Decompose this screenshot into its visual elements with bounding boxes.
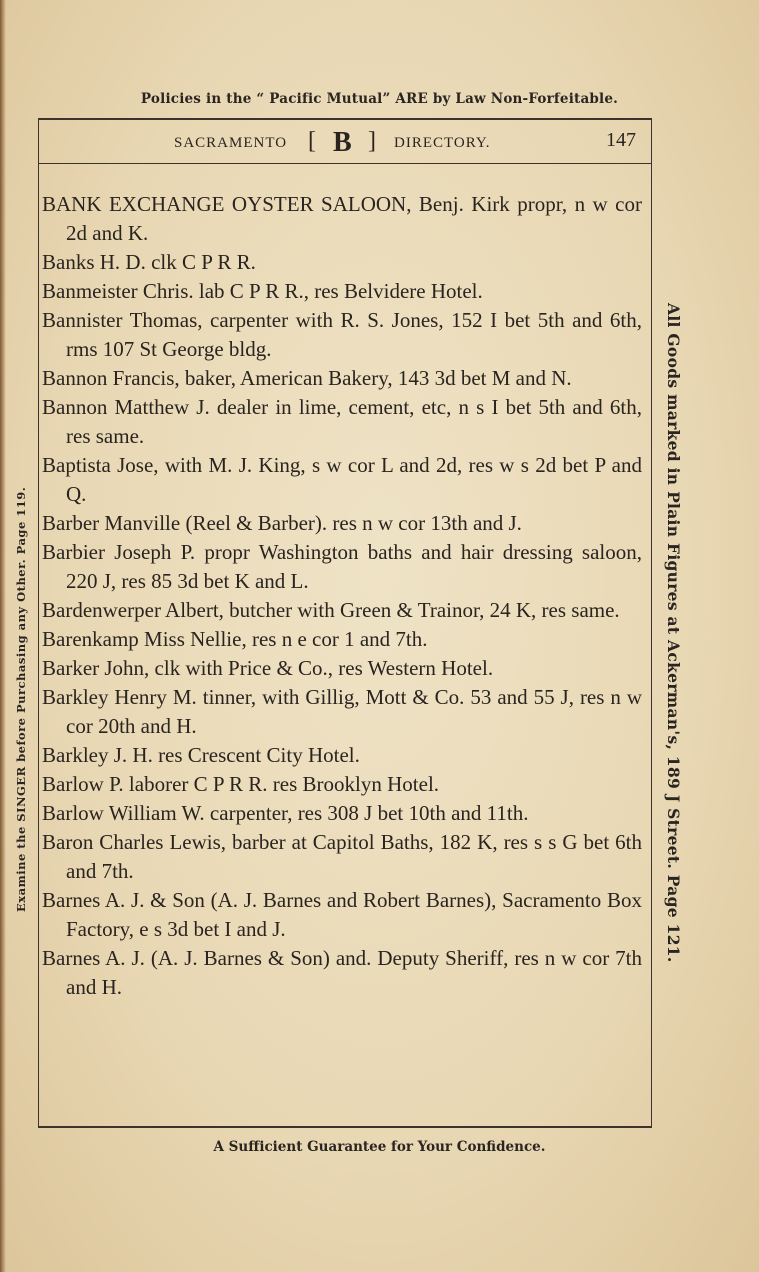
directory-entry: Barber Manville (Reel & Barber). res n w cor 13th and J. [42,511,522,535]
directory-entry: Bannister Thomas, carpenter with R. S. Jones, 152 I bet 5th and 6th, rms 107 St George bldg. [42,308,642,361]
directory-entry: Barlow William W. carpenter, res 308 J bet 10th and 11th. [42,801,529,825]
header-directory: DIRECTORY. [394,135,491,151]
directory-entry: Barlow P. laborer C P R R. res Brooklyn Hotel. [42,772,440,796]
directory-entry: Baptista Jose, with M. J. King, s w cor L and 2d, res w s 2d bet P and Q. [42,453,642,506]
directory-entry: Barkley Henry M. tinner, with Gillig, Mott & Co. 53 and 55 J, res n w cor 20th and H. [42,685,642,738]
header-bracket-open: [ [308,128,316,154]
frame-right-rule [651,118,652,1128]
directory-entry: Barbier Joseph P. propr Washington baths and hair dressing saloon, 220 J, res 85 3d bet K and L. [42,540,642,593]
directory-entry: Bardenwerper Albert, butcher with Green & Trainor, 24 K, res same. [42,598,620,622]
directory-entry: Baron Charles Lewis, barber at Capitol Baths, 182 K, res s s G bet 6th and 7th. [42,830,642,883]
header-city: SACRAMENTO [174,135,288,151]
header-section-letter: B [333,127,352,158]
frame-header-rule [38,163,652,164]
page-spine-shadow [0,0,6,1272]
bottom-advertisement: A Sufficient Guarantee for Your Confidence. [213,1139,546,1155]
directory-entries [42,190,642,1002]
left-margin-advertisement: Examine the SINGER before Purchasing any Other. Page 119. [14,486,28,912]
directory-entry: Barkley J. H. res Crescent City Hotel. [42,743,360,767]
header-page-number: 147 [606,129,636,151]
directory-entry: BANK EXCHANGE OYSTER SALOON, Benj. Kirk propr, n w cor 2d and K. [42,192,642,245]
directory-entry: Bannon Matthew J. dealer in lime, cement, etc, n s I bet 5th and 6th, res same. [42,395,642,448]
directory-entry: Banks H. D. clk C P R R. [42,250,256,274]
frame-top-rule [38,118,652,120]
directory-entry: Barnes A. J. (A. J. Barnes & Son) and. Deputy Sheriff, res n w cor 7th and H. [42,946,642,999]
directory-entry: Barnes A. J. & Son (A. J. Barnes and Robert Barnes), Sacramento Box Factory, e s 3d bet I and J. [42,888,642,941]
directory-entry: Bannon Francis, baker, American Bakery, 143 3d bet M and N. [42,366,572,390]
page-header [38,127,651,160]
frame-left-rule [38,118,39,1128]
frame-bottom-rule [38,1126,652,1128]
directory-entry: Barker John, clk with Price & Co., res Western Hotel. [42,656,494,680]
right-margin-advertisement: All Goods marked in Plain Figures at Ackerman's, 189 J Street. Page 121. [664,303,683,963]
top-advertisement: Policies in the “ Pacific Mutual” ARE by Law Non-Forfeitable. [140,91,619,107]
directory-entry: Banmeister Chris. lab C P R R., res Belvidere Hotel. [42,279,483,303]
directory-entry: Barenkamp Miss Nellie, res n e cor 1 and 7th. [42,627,428,651]
header-bracket-close: ] [368,128,376,154]
